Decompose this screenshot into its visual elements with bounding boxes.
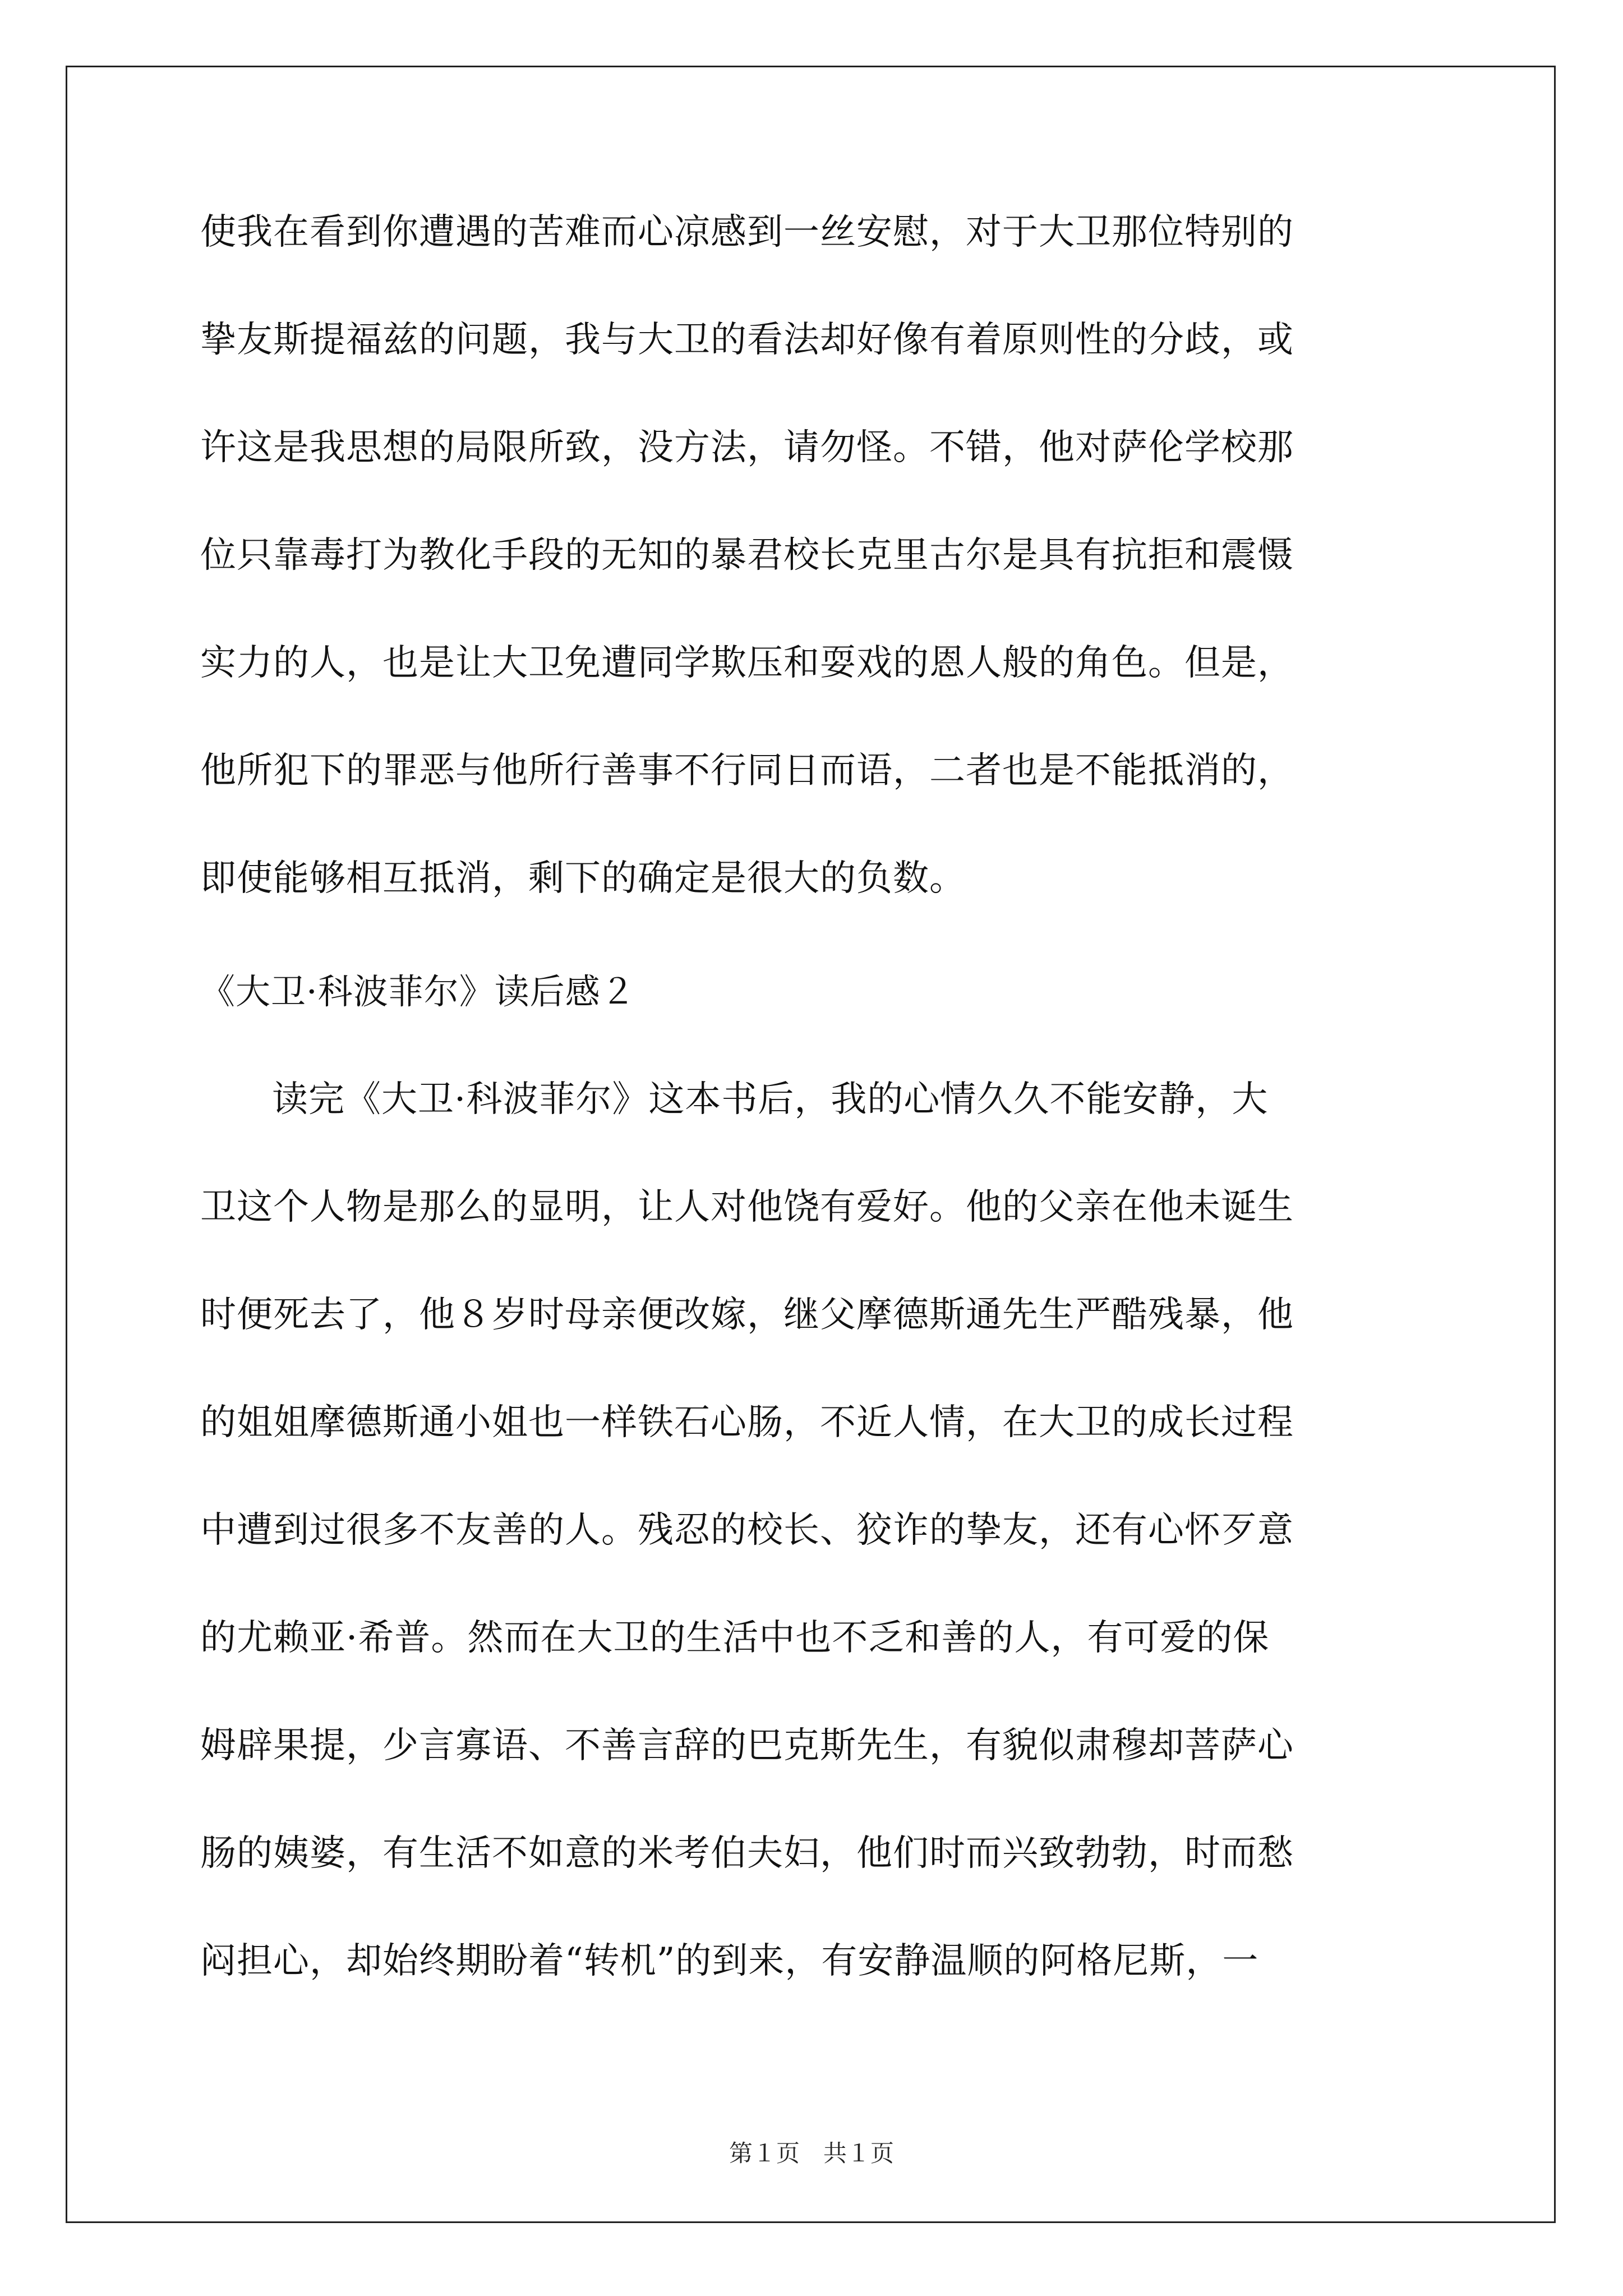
paragraph-line: 他所犯下的罪恶与他所行善事不行同日而语，二者也是不能抵消的， <box>200 750 1294 792</box>
paragraph-line: 姆辟果提，少言寡语、不善言辞的巴克斯先生，有貌似肃穆却菩萨心 <box>200 1725 1294 1766</box>
paragraph-line: 的尤赖亚·希普。然而在大卫的生活中也不乏和善的人，有可爱的保 <box>200 1617 1270 1659</box>
paragraph-line: 使我在看到你遭遇的苦难而心凉感到一丝安慰，对于大卫那位特别的 <box>200 211 1294 253</box>
paragraph-line: 的姐姐摩德斯通小姐也一样铁石心肠，不近人情，在大卫的成长过程 <box>200 1402 1294 1443</box>
paragraph-line: 位只靠毒打为教化手段的无知的暴君校长克里古尔是具有抗拒和震慑 <box>200 535 1294 576</box>
page-number-current: 第１页 <box>728 2139 800 2167</box>
paragraph-line: 中遭到过很多不友善的人。残忍的校长、狡诈的挚友，还有心怀歹意 <box>200 1510 1294 1551</box>
section-heading: 《大卫·科波菲尔》读后感２ <box>200 971 636 1012</box>
page-number-total: 共１页 <box>823 2139 895 2167</box>
paragraph-line: 即使能够相互抵消，剩下的确定是很大的负数。 <box>200 858 966 899</box>
paragraph-line: 许这是我思想的局限所致，没方法，请勿怪。不错，他对萨伦学校那 <box>200 427 1294 468</box>
paragraph-line: 实力的人，也是让大卫免遭同学欺压和耍戏的恩人般的角色。但是， <box>200 642 1294 684</box>
page-border <box>66 66 1556 2223</box>
paragraph-line: 闷担心，却始终期盼着“转机”的到来，有安静温顺的阿格尼斯，一 <box>200 1940 1259 1982</box>
paragraph-line: 时便死去了，他８岁时母亲便改嫁，继父摩德斯通先生严酷残暴，他 <box>200 1294 1294 1336</box>
page-footer <box>0 2139 1623 2168</box>
paragraph-line: 挚友斯提福兹的问题，我与大卫的看法却好像有着原则性的分歧，或 <box>200 319 1294 361</box>
paragraph-line: 读完《大卫·科波菲尔》这本书后，我的心情久久不能安静，大 <box>272 1079 1269 1120</box>
paragraph-line: 肠的姨婆，有生活不如意的米考伯夫妇，他们时而兴致勃勃，时而愁 <box>200 1833 1294 1874</box>
paragraph-line: 卫这个人物是那么的显明，让人对他饶有爱好。他的父亲在他未诞生 <box>200 1186 1294 1228</box>
